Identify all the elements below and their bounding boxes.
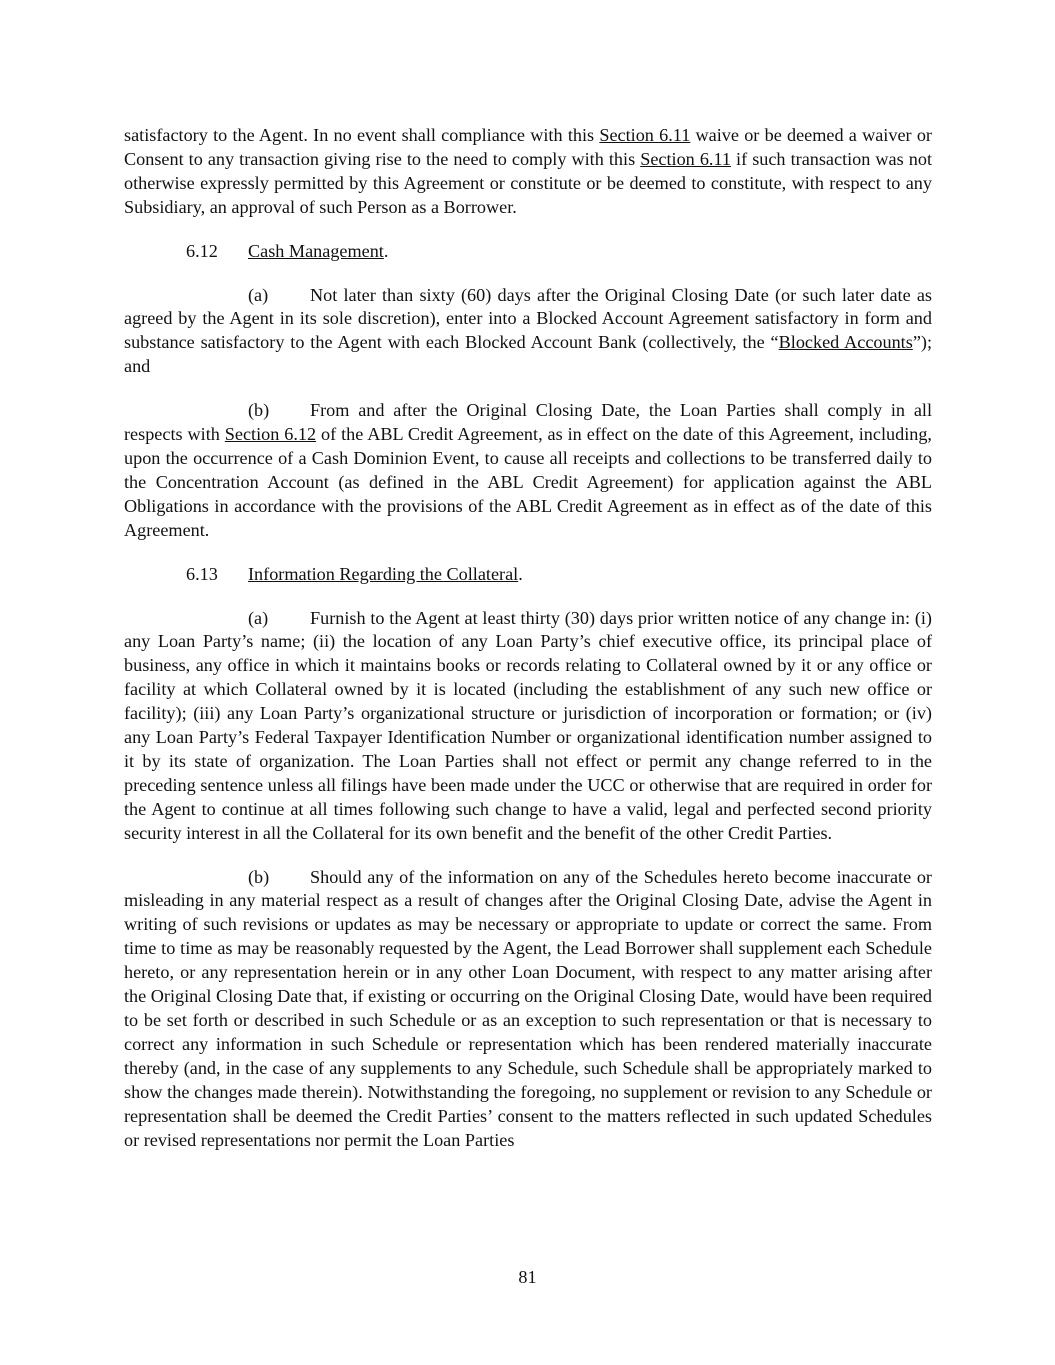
clause-text-2: ”); and [124,332,932,377]
section-ref-6-12: Section 6.12 [224,424,317,445]
clause-text: Furnish to the Agent at least thirty (30) days prior written notice of any change in: (i) any Loan Party’s name; (ii) the location of any Loan Party’s chief executive office, its principal place of business, any office in which it maintains books or records relating to Collateral owned by it or any office or facility at which Collateral owned by it is located (including the establishment of any such new office or facility); (iii) any Loan Party’s organizational structure or jurisdiction of incorporation or formation; or (iv) any Loan Party’s Federal Taxpayer Identification Number or organizational identification number assigned to it by its state of organization. The Loan Parties shall not effect or permit any change referred to in the preceding sentence unless all filings have been made under the UCC or otherwise that are required in order for the Agent to continue at all times following such change to have a valid, legal and perfected second priority security interest in all the Collateral for its own benefit and the benefit of the other Credit Parties. [124,607,932,843]
intro-paragraph [124,124,932,220]
section-6-12-heading [124,240,932,264]
section-6-13-a [124,607,932,846]
section-6-12-a [124,284,932,380]
section-6-13-b [124,866,932,1153]
section-number: 6.12 [186,240,218,261]
section-6-12-b [124,399,932,542]
clause-text: Should any of the information on any of the Schedules hereto become inaccurate or misleading in any material respect as a result of changes after the Original Closing Date, advise the Agent in writing of such revisions or updates as may be necessary or appropriate to update or correct the same. From time to time as may be reasonably requested by the Agent, the Lead Borrower shall supplement each Schedule hereto, or any representation herein or in any other Loan Document, with respect to any matter arising after the Original Closing Date that, if existing or occurring on the Original Closing Date, would have been required to be set forth or described in such Schedule or as an exception to such representation or that is necessary to correct any information in such Schedule or representation which has been rendered materially inaccurate thereby (and, in the case of any supplements to any Schedule, such Schedule shall be appropriately marked to show the changes made therein). Notwithstanding the foregoing, no supplement or revision to any Schedule or representation shall be deemed the Credit Parties’ consent to the matters reflected in such updated Schedules or revised representations nor permit the Loan Parties [124,866,932,1150]
clause-text-1: Not later than sixty (60) days after the Original Closing Date (or such later date as agreed by the Agent in its sole discretion), enter into a Blocked Account Agreement satisfactory in form and substance satisfactory to the Agent with each Blocked Account Bank (collectively, the “ [124,284,932,353]
intro-text-3: if such transaction was not otherwise expressly permitted by this Agreement or constitute or be deemed to constitute, with respect to any Subsidiary, an approval of such Person as a Borrower. [124,148,932,217]
clause-text-1: From and after the Original Closing Date, the Loan Parties shall comply in all respects with [124,400,932,445]
clause-text-2: of the ABL Credit Agreement, as in effect on the date of this Agreement, including, upon the occurrence of a Cash Dominion Event, to cause all receipts and collections to be transferred daily to the Concentration Account (as defined in the ABL Credit Agreement) for application against the ABL Obligations in accordance with the provisions of the ABL Credit Agreement as in effect as of the date of this Agreement. [124,424,932,540]
section-6-13-heading [124,563,932,587]
section-ref-6-11-first: Section 6.11 [599,125,691,145]
page-number: 81 [518,1267,537,1287]
clause-label: (a) [248,607,269,628]
heading-period: . [383,240,389,261]
document-page [124,124,932,1152]
clause-label: (b) [248,400,270,421]
defined-term-blocked-accounts: Blocked Accounts [778,332,913,353]
intro-text-2: waive or be deemed a waiver or Consent to any transaction giving rise to the need to comply with this [124,125,932,169]
clause-label: (b) [248,866,270,887]
heading-period: . [518,563,523,584]
section-number: 6.13 [186,563,218,584]
section-title: Information Regarding the Collateral [248,563,519,584]
intro-text-1: satisfactory to the Agent. In no event shall compliance with this [124,125,600,145]
section-ref-6-11-second: Section 6.11 [640,148,731,169]
clause-label: (a) [248,284,269,305]
section-title: Cash Management [248,240,384,261]
